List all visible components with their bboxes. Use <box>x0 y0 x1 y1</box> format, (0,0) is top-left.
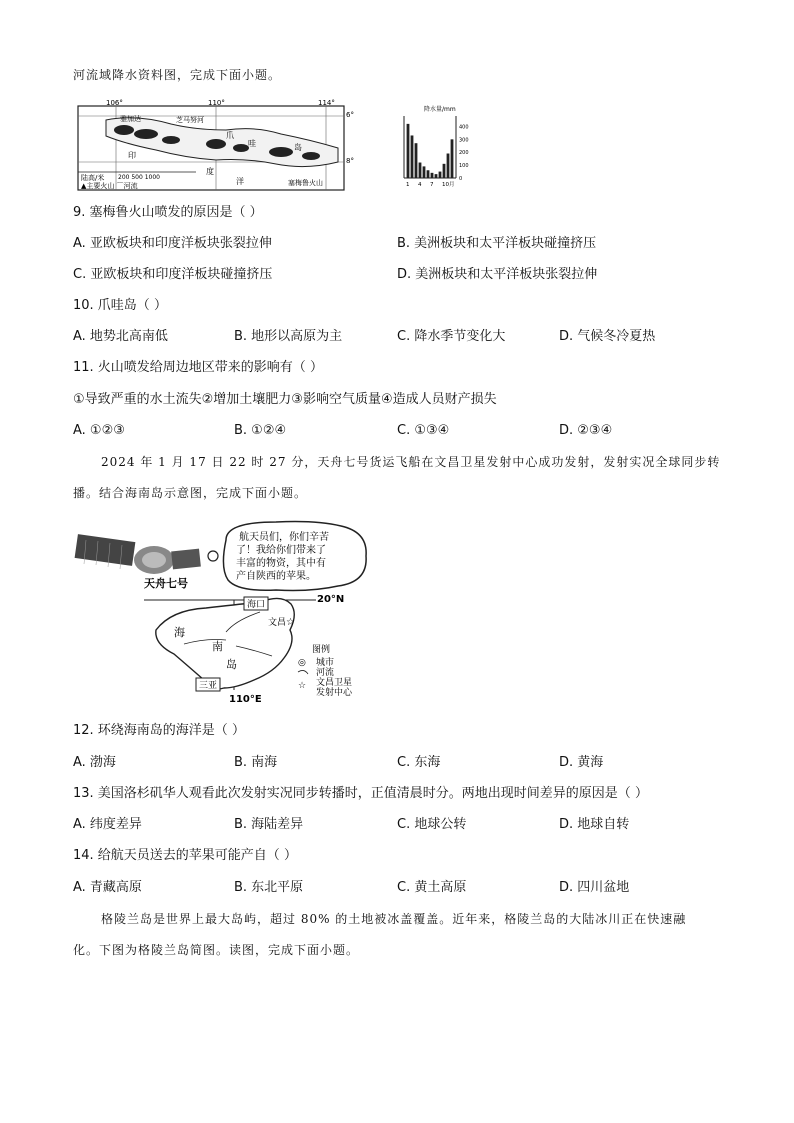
q11-option-c[interactable]: C. ①③④ <box>397 423 450 438</box>
precip-bar-4 <box>419 163 422 178</box>
q13-stem: 13. 美国洛杉矶华人观看此次发射实况同步转播时，正值清晨时分。两地出现时间差异的原因是（ ） <box>73 786 648 801</box>
precip-bar-5 <box>423 166 426 178</box>
bubble-line-4: 产自陕西的苹果。 <box>236 571 316 582</box>
precip-bar-9 <box>439 172 442 178</box>
q12-option-c[interactable]: C. 东海 <box>397 755 441 770</box>
legend-title: 图例 <box>312 645 331 655</box>
precip-ytick-100: 100 <box>459 163 469 170</box>
precip-bar-11 <box>447 154 450 178</box>
lat-label-6: 6° <box>346 111 354 119</box>
q11-option-d[interactable]: D. ②③④ <box>559 423 613 438</box>
place-semeru: 塞梅鲁火山 <box>288 179 323 187</box>
q11-statements: ①导致严重的水土流失②增加土壤肥力③影响空气质量④造成人员财产损失 <box>73 392 497 407</box>
legend-city-symbol: ◎ <box>298 658 306 668</box>
q9-option-d[interactable]: D. 美洲板块和太平洋板块张裂拉伸 <box>397 267 598 282</box>
spacecraft-illustration <box>75 534 201 574</box>
precip-bar-6 <box>427 170 430 178</box>
precip-ytick-300: 300 <box>459 137 469 144</box>
q13-option-a[interactable]: A. 纬度差异 <box>73 817 142 832</box>
lat-label-8: 8° <box>346 157 354 165</box>
precip-xtick-7: 7 <box>430 182 434 188</box>
lon-label-106: 106° <box>106 99 123 107</box>
q12-option-b[interactable]: B. 南海 <box>234 755 278 770</box>
q10-option-c[interactable]: C. 降水季节变化大 <box>397 329 506 344</box>
lon-label-110: 110° <box>208 99 225 107</box>
q9-stem: 9. 塞梅鲁火山喷发的原因是（ ） <box>73 205 263 220</box>
place-dao: 岛 <box>294 143 302 152</box>
q10-option-a[interactable]: A. 地势北高南低 <box>73 329 168 344</box>
lon-label-114: 114° <box>318 99 335 107</box>
bubble-line-3: 丰富的物资，其中有 <box>236 558 326 569</box>
q10-stem: 10. 爪哇岛（ ） <box>73 298 167 313</box>
q10-option-b[interactable]: B. 地形以高原为主 <box>234 329 343 344</box>
q14-option-c[interactable]: C. 黄土高原 <box>397 880 467 895</box>
q11-option-a[interactable]: A. ①②③ <box>73 423 125 438</box>
island-char-nan: 南 <box>212 640 223 653</box>
place-river: 芝马努河 <box>176 116 204 124</box>
precip-xtick-1: 1 <box>406 182 410 188</box>
q14-option-a[interactable]: A. 青藏高原 <box>73 880 142 895</box>
legend-star-symbol: ☆ <box>298 681 307 691</box>
island-char-dao: 岛 <box>226 658 237 671</box>
intro-text-2-line2: 播。结合海南岛示意图，完成下面小题。 <box>73 486 308 500</box>
spacecraft-label: 天舟七号 <box>144 577 188 590</box>
q12-stem: 12. 环绕海南岛的海洋是（ ） <box>73 723 245 738</box>
place-du: 度 <box>206 167 214 176</box>
bubble-line-1: 航天员们，你们辛苦 <box>239 532 329 543</box>
intro-text-2-line1: 2024 年 1 月 17 日 22 时 27 分，天舟七号货运飞船在文昌卫星发射中心成功发射，发射实况全球同步转 <box>101 455 721 469</box>
legend-river-symbol <box>298 670 308 674</box>
precip-ytick-400: 400 <box>459 124 469 131</box>
legend-site-1: 文昌卫星 <box>316 678 353 688</box>
place-zhua: 爪 <box>226 131 234 140</box>
q13-option-d[interactable]: D. 地球自转 <box>559 817 630 832</box>
island-char-hai: 海 <box>174 626 185 639</box>
q14-stem: 14. 给航天员送去的苹果可能产自（ ） <box>73 848 297 863</box>
place-wa: 哇 <box>248 139 256 148</box>
precip-bar-2 <box>411 135 414 178</box>
place-jakarta: 雅加达 <box>120 115 141 123</box>
place-yang: 洋 <box>236 177 244 186</box>
precip-bar-3 <box>415 143 418 178</box>
precip-ytick-200: 200 <box>459 150 469 157</box>
q13-option-b[interactable]: B. 海陆差异 <box>234 817 304 832</box>
q9-option-b[interactable]: B. 美洲板块和太平洋板块碰撞挤压 <box>397 236 597 251</box>
intro-text-3-line1: 格陵兰岛是世界上最大岛屿，超过 80% 的土地被冰盖覆盖。近年来，格陵兰岛的大陆冰川正在快速融 <box>101 912 687 926</box>
legend-site-2: 发射中心 <box>316 688 353 698</box>
launch-site-star: ☆ <box>286 617 295 628</box>
precip-bar-12 <box>451 139 454 178</box>
q14-option-d[interactable]: D. 四川盆地 <box>559 880 630 895</box>
precip-xtick-4: 4 <box>418 182 422 188</box>
precip-ytick-0: 0 <box>459 176 463 182</box>
city-wenchang: 文昌 <box>268 618 287 628</box>
q14-option-b[interactable]: B. 东北平原 <box>234 880 304 895</box>
legend-river: 河流 <box>316 668 335 678</box>
q11-stem: 11. 火山喷发给周边地区带来的影响有（ ） <box>73 360 323 375</box>
intro-text-1: 河流域降水资料图，完成下面小题。 <box>73 68 282 82</box>
precip-bar-7 <box>431 173 434 178</box>
q10-option-d[interactable]: D. 气候冬冷夏热 <box>559 329 656 344</box>
intro-text-3-line2: 化。下图为格陵兰岛简图。读图，完成下面小题。 <box>73 943 360 957</box>
hainan-map <box>76 520 376 710</box>
legend-items: ▲主要火山 ⌒河流 <box>81 182 138 190</box>
place-yin: 印 <box>128 151 136 160</box>
hainan-island-shape <box>156 598 294 689</box>
precip-bar-10 <box>443 164 446 178</box>
q12-option-a[interactable]: A. 渤海 <box>73 755 116 770</box>
precip-xtick-10: 10月 <box>442 182 455 188</box>
q12-option-d[interactable]: D. 黄海 <box>559 755 604 770</box>
q9-option-c[interactable]: C. 亚欧板块和印度洋板块碰撞挤压 <box>73 267 273 282</box>
precip-bar-8 <box>435 174 438 178</box>
legend-title: 陆高/米 <box>81 174 105 182</box>
city-haikou: 海口 <box>247 600 266 610</box>
chart-ylabel: 降水量/mm <box>424 106 456 113</box>
lon-label-110e: 110°E <box>229 694 262 705</box>
city-sanya: 三亚 <box>199 681 218 691</box>
lat-label-20n: 20°N <box>317 594 345 605</box>
legend-city: 城市 <box>316 658 335 668</box>
bubble-line-2: 了！我给你们带来了 <box>236 545 326 556</box>
precip-bar-1 <box>407 124 410 178</box>
precip-chart <box>398 102 478 192</box>
java-map <box>76 99 354 192</box>
q11-option-b[interactable]: B. ①②④ <box>234 423 287 438</box>
q9-option-a[interactable]: A. 亚欧板块和印度洋板块张裂拉伸 <box>73 236 272 251</box>
legend-scale: 200 500 1000 <box>118 174 160 181</box>
q13-option-c[interactable]: C. 地球公转 <box>397 817 467 832</box>
